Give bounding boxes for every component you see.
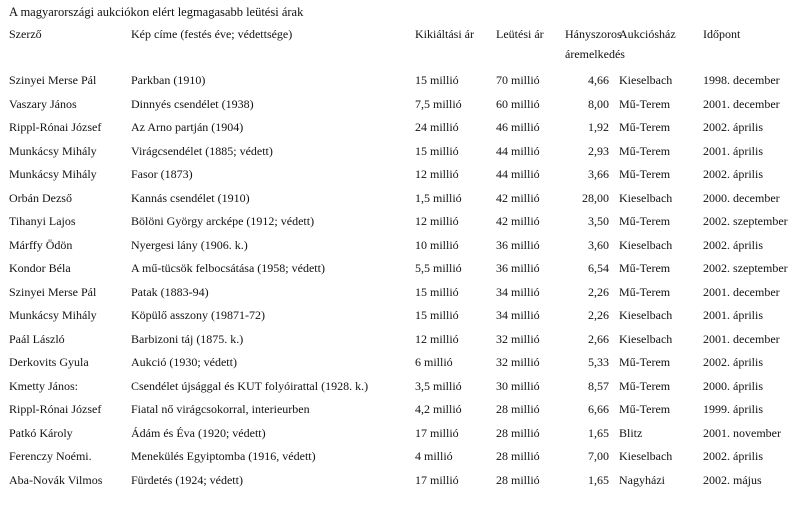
- cell-auction-house: Kieselbach: [619, 237, 673, 252]
- cell-auction-house: Mű-Terem: [619, 96, 671, 111]
- cell-author: Munkácsy Mihály: [9, 143, 97, 158]
- header-auction-house: Aukciósház: [619, 27, 676, 41]
- table-row: [0, 186, 800, 210]
- cell-picture: Menekülés Egyiptomba (1916, védett): [131, 449, 316, 463]
- table-row: [0, 139, 800, 163]
- cell-start-price: 12 millió: [415, 167, 459, 181]
- cell-picture: A mű-tücsök felbocsátása (1958; védett): [131, 261, 325, 275]
- cell-hammer-price: 32 millió: [496, 355, 540, 369]
- header-author: Szerző: [9, 27, 42, 41]
- header-date: Időpont: [703, 27, 741, 41]
- cell-multiplier: 3,60: [588, 237, 609, 252]
- table-row: [0, 256, 800, 280]
- table-row: [0, 68, 800, 92]
- cell-author: Paál László: [9, 331, 65, 346]
- table-row: [0, 468, 800, 492]
- cell-start-price: 12 millió: [415, 214, 459, 228]
- cell-author: Tihanyi Lajos: [9, 214, 76, 228]
- cell-multiplier: 6,54: [588, 261, 609, 275]
- cell-author: Munkácsy Mihály: [9, 308, 97, 322]
- table-row: [0, 92, 800, 116]
- table-row: [0, 162, 800, 186]
- cell-date: 2000. április: [703, 378, 763, 393]
- cell-auction-house: Kieselbach: [619, 73, 673, 87]
- page-title: A magyarországi aukciókon elért legmagasabb leütési árak: [9, 5, 304, 19]
- cell-date: 2002. április: [703, 120, 763, 134]
- cell-start-price: 15 millió: [415, 73, 459, 87]
- table-row: [0, 233, 800, 257]
- cell-start-price: 15 millió: [415, 284, 459, 299]
- table-row: [0, 115, 800, 139]
- cell-hammer-price: 42 millió: [496, 190, 540, 205]
- cell-date: 2002. április: [703, 237, 763, 252]
- cell-hammer-price: 34 millió: [496, 308, 540, 322]
- cell-auction-house: Kieselbach: [619, 308, 673, 322]
- cell-picture: Az Arno partján (1904): [131, 120, 244, 134]
- cell-multiplier: 5,33: [588, 355, 609, 369]
- cell-author: Orbán Dezső: [9, 190, 72, 205]
- header-hammer-price: [496, 24, 565, 68]
- cell-multiplier: 2,26: [588, 308, 609, 322]
- cell-multiplier: 3,66: [588, 167, 609, 181]
- cell-start-price: 17 millió: [415, 425, 459, 440]
- cell-start-price: 5,5 millió: [415, 261, 462, 275]
- cell-auction-house: Kieselbach: [619, 449, 673, 463]
- cell-start-price: 4 millió: [415, 449, 453, 463]
- table-row: [0, 444, 800, 468]
- cell-author: Derkovits Gyula: [9, 355, 89, 369]
- cell-auction-house: Blitz: [619, 425, 643, 440]
- cell-picture: Ádám és Éva (1920; védett): [131, 425, 266, 440]
- cell-start-price: 24 millió: [415, 120, 459, 134]
- cell-date: 2001. április: [703, 308, 763, 322]
- cell-picture: Fasor (1873): [131, 167, 193, 181]
- cell-date: 2001. április: [703, 143, 763, 158]
- header-picture: Kép címe (festés éve; védettsége): [131, 27, 293, 41]
- cell-picture: Bölöni György arcképe (1912; védett): [131, 214, 315, 228]
- cell-date: 2000. december: [703, 190, 780, 205]
- header-multiplier-line1: Hányszoros: [565, 27, 622, 41]
- cell-multiplier: 4,66: [588, 73, 609, 87]
- table-row: [0, 327, 800, 351]
- cell-start-price: 12 millió: [415, 331, 459, 346]
- header-multiplier-line2: áremelkedés: [565, 47, 625, 61]
- cell-auction-house: Mű-Terem: [619, 284, 671, 299]
- cell-date: 2002. szeptember: [703, 214, 788, 228]
- cell-auction-house: Mű-Terem: [619, 355, 671, 369]
- cell-picture: Csendélet újsággal és KUT folyóirattal (1928. k.): [131, 378, 369, 393]
- cell-author: Márffy Ödön: [9, 237, 73, 252]
- cell-multiplier: 1,65: [588, 425, 609, 440]
- cell-date: 2002. szeptember: [703, 261, 788, 275]
- cell-start-price: 7,5 millió: [415, 96, 462, 111]
- table-row: [0, 374, 800, 398]
- cell-start-price: 10 millió: [415, 237, 459, 252]
- cell-multiplier: 8,00: [588, 96, 609, 111]
- cell-picture: Köpülő asszony (19871-72): [131, 308, 265, 322]
- cell-author: Rippl-Rónai József: [9, 120, 102, 134]
- cell-date: 2001. december: [703, 331, 780, 346]
- cell-auction-house: Nagyházi: [619, 472, 665, 487]
- cell-auction-house: Mű-Terem: [619, 214, 671, 228]
- table-row: [0, 350, 800, 374]
- cell-multiplier: 2,26: [588, 284, 609, 299]
- cell-multiplier: 7,00: [588, 449, 609, 463]
- cell-hammer-price: 28 millió: [496, 472, 540, 487]
- cell-auction-house: Mű-Terem: [619, 402, 671, 416]
- table-body: [0, 68, 800, 491]
- cell-hammer-price: 46 millió: [496, 120, 540, 134]
- cell-multiplier: 1,92: [588, 120, 609, 134]
- header-start-price: Kikiáltási ár: [415, 27, 474, 41]
- cell-auction-house: Mű-Terem: [619, 261, 671, 275]
- cell-picture: Virágcsendélet (1885; védett): [131, 143, 273, 158]
- cell-hammer-price: 44 millió: [496, 143, 540, 158]
- cell-start-price: 6 millió: [415, 355, 453, 369]
- header-hammer-price-label: Leütési ár: [496, 27, 544, 41]
- cell-picture: Kannás csendélet (1910): [131, 190, 250, 205]
- cell-hammer-price: 36 millió: [496, 237, 540, 252]
- cell-start-price: 1,5 millió: [415, 190, 462, 205]
- table-row: [0, 421, 800, 445]
- cell-picture: Patak (1883-94): [131, 284, 209, 299]
- cell-auction-house: Mű-Terem: [619, 378, 671, 393]
- cell-picture: Aukció (1930; védett): [131, 355, 237, 369]
- cell-author: Szinyei Merse Pál: [9, 73, 97, 87]
- cell-author: Rippl-Rónai József: [9, 402, 102, 416]
- cell-multiplier: 3,50: [588, 214, 609, 228]
- cell-author: Aba-Novák Vilmos: [9, 472, 103, 487]
- table-row: [0, 397, 800, 421]
- cell-auction-house: Mű-Terem: [619, 167, 671, 181]
- cell-picture: Barbizoni táj (1875. k.): [131, 331, 244, 346]
- table-row: [0, 280, 800, 304]
- cell-hammer-price: 32 millió: [496, 331, 540, 346]
- cell-date: 2002. április: [703, 355, 763, 369]
- cell-start-price: 4,2 millió: [415, 402, 462, 416]
- cell-multiplier: 28,00: [582, 190, 609, 205]
- cell-start-price: 3,5 millió: [415, 378, 462, 393]
- cell-hammer-price: 28 millió: [496, 449, 540, 463]
- cell-start-price: 15 millió: [415, 143, 459, 158]
- cell-picture: Fiatal nő virágcsokorral, interieurben: [131, 402, 310, 416]
- cell-hammer-price: 42 millió: [496, 214, 540, 228]
- cell-hammer-price: 34 millió: [496, 284, 540, 299]
- auction-price-table: [0, 24, 800, 491]
- cell-date: 2002. április: [703, 167, 763, 181]
- cell-date: 2002. április: [703, 449, 763, 463]
- cell-start-price: 15 millió: [415, 308, 459, 322]
- cell-author: Kondor Béla: [9, 261, 71, 275]
- cell-date: 2001. december: [703, 284, 780, 299]
- cell-picture: Parkban (1910): [131, 73, 206, 87]
- cell-hammer-price: 28 millió: [496, 402, 540, 416]
- cell-auction-house: Kieselbach: [619, 190, 673, 205]
- cell-picture: Fürdetés (1924; védett): [131, 472, 243, 487]
- cell-hammer-price: 44 millió: [496, 167, 540, 181]
- cell-author: Vaszary János: [9, 96, 77, 111]
- table-header-row: [0, 24, 800, 68]
- cell-author: Ferenczy Noémi.: [9, 449, 92, 463]
- cell-auction-house: Mű-Terem: [619, 120, 671, 134]
- cell-date: 2002. május: [703, 472, 762, 487]
- cell-hammer-price: 60 millió: [496, 96, 540, 111]
- cell-multiplier: 2,93: [588, 143, 609, 158]
- cell-author: Munkácsy Mihály: [9, 167, 97, 181]
- table-row: [0, 209, 800, 233]
- cell-author: Szinyei Merse Pál: [9, 284, 97, 299]
- cell-multiplier: 6,66: [588, 402, 609, 416]
- cell-hammer-price: 30 millió: [496, 378, 540, 393]
- cell-multiplier: 2,66: [588, 331, 609, 346]
- table-row: [0, 303, 800, 327]
- cell-date: 1998. december: [703, 73, 780, 87]
- cell-auction-house: Mű-Terem: [619, 143, 671, 158]
- cell-start-price: 17 millió: [415, 472, 459, 487]
- cell-auction-house: Kieselbach: [619, 331, 673, 346]
- cell-date: 1999. április: [703, 402, 763, 416]
- cell-picture: Dinnyés csendélet (1938): [131, 96, 254, 111]
- cell-hammer-price: 28 millió: [496, 425, 540, 440]
- cell-multiplier: 8,57: [588, 378, 609, 393]
- cell-multiplier: 1,65: [588, 472, 609, 487]
- cell-author: Kmetty János:: [9, 378, 78, 393]
- cell-author: Patkó Károly: [9, 425, 73, 440]
- cell-picture: Nyergesi lány (1906. k.): [131, 237, 248, 252]
- cell-date: 2001. november: [703, 425, 781, 440]
- cell-date: 2001. december: [703, 96, 780, 111]
- cell-hammer-price: 70 millió: [496, 73, 540, 87]
- header-multiplier: [565, 24, 625, 68]
- cell-hammer-price: 36 millió: [496, 261, 540, 275]
